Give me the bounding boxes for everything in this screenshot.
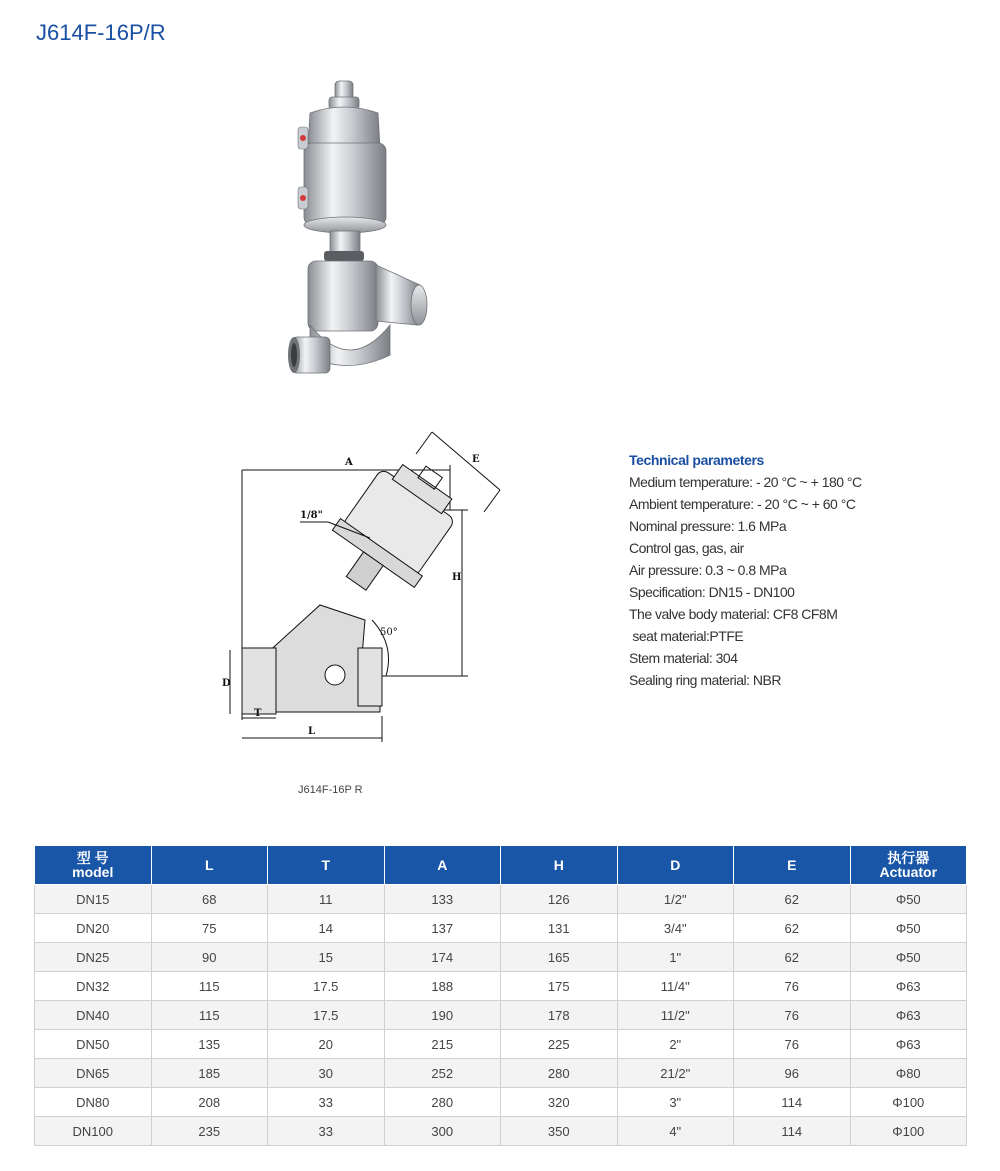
table-row — [35, 972, 967, 1001]
table-cell: 114 — [734, 1117, 851, 1146]
table-cell: 2" — [617, 1030, 734, 1059]
table-cell: 76 — [734, 1030, 851, 1059]
dim-label-t: T — [254, 708, 262, 719]
table-cell: 62 — [734, 943, 851, 972]
table-cell: 21/2" — [617, 1059, 734, 1088]
header-l: L — [151, 846, 268, 885]
dimension-table — [34, 845, 967, 1146]
header-a: A — [384, 846, 501, 885]
table-cell: 174 — [384, 943, 501, 972]
table-cell: Φ63 — [850, 972, 967, 1001]
header-model: 型 号 model — [35, 846, 152, 885]
table-cell: 280 — [384, 1088, 501, 1117]
table-cell: 62 — [734, 885, 851, 914]
table-cell: 11/2" — [617, 1001, 734, 1030]
table-cell: 175 — [501, 972, 618, 1001]
spec-line: The valve body material: CF8 CF8M — [629, 606, 838, 622]
table-cell: 30 — [268, 1059, 385, 1088]
spec-line: Specification: DN15 - DN100 — [629, 584, 795, 600]
table-cell: 188 — [384, 972, 501, 1001]
header-h: H — [501, 846, 618, 885]
spec-line: Sealing ring material: NBR — [629, 672, 781, 688]
table-cell: Φ100 — [850, 1117, 967, 1146]
table-row — [35, 885, 967, 914]
table-cell: 225 — [501, 1030, 618, 1059]
table-cell: DN32 — [35, 972, 152, 1001]
header-actuator: 执行器 Actuator — [850, 846, 967, 885]
table-cell: 115 — [151, 972, 268, 1001]
table-cell: 3/4" — [617, 914, 734, 943]
table-cell: 20 — [268, 1030, 385, 1059]
spec-line: seat material:PTFE — [629, 628, 744, 644]
table-cell: DN15 — [35, 885, 152, 914]
dim-label-d: D — [222, 678, 231, 689]
table-cell: 62 — [734, 914, 851, 943]
table-cell: 33 — [268, 1088, 385, 1117]
table-row — [35, 1030, 967, 1059]
table-header-row — [35, 846, 967, 885]
angle-label: 50° — [380, 627, 398, 638]
valve-dimension-drawing — [210, 420, 520, 760]
table-cell: 131 — [501, 914, 618, 943]
table-row — [35, 1088, 967, 1117]
table-body — [35, 885, 967, 1146]
table-cell: Φ50 — [850, 943, 967, 972]
table-cell: 68 — [151, 885, 268, 914]
table-cell: 114 — [734, 1088, 851, 1117]
table-cell: DN50 — [35, 1030, 152, 1059]
table-cell: 17.5 — [268, 1001, 385, 1030]
table-cell: 17.5 — [268, 972, 385, 1001]
technical-parameters-title: Technical parameters — [629, 452, 764, 468]
table-cell: 3" — [617, 1088, 734, 1117]
dim-label-h: H — [452, 572, 462, 583]
table-cell: DN40 — [35, 1001, 152, 1030]
page-title: J614F-16P/R — [36, 20, 166, 45]
table-cell: 76 — [734, 972, 851, 1001]
table-cell: 1" — [617, 943, 734, 972]
table-cell: Φ50 — [850, 885, 967, 914]
table-cell: DN100 — [35, 1117, 152, 1146]
table-cell: Φ63 — [850, 1030, 967, 1059]
table-cell: 320 — [501, 1088, 618, 1117]
table-cell: 33 — [268, 1117, 385, 1146]
table-cell: 115 — [151, 1001, 268, 1030]
table-row — [35, 1001, 967, 1030]
table-cell: 178 — [501, 1001, 618, 1030]
table-cell: 137 — [384, 914, 501, 943]
table-cell: DN80 — [35, 1088, 152, 1117]
table-cell: 76 — [734, 1001, 851, 1030]
drawing-caption: J614F-16P R — [298, 784, 363, 796]
table-cell: 235 — [151, 1117, 268, 1146]
table-cell: 15 — [268, 943, 385, 972]
table-cell: 11/4" — [617, 972, 734, 1001]
table-cell: 96 — [734, 1059, 851, 1088]
table-cell: 190 — [384, 1001, 501, 1030]
dim-label-a: A — [345, 457, 353, 468]
table-row — [35, 1117, 967, 1146]
table-cell: 75 — [151, 914, 268, 943]
table-cell: 280 — [501, 1059, 618, 1088]
table-row — [35, 1059, 967, 1088]
technical-parameters — [629, 452, 969, 691]
header-t: T — [268, 846, 385, 885]
table-cell: 135 — [151, 1030, 268, 1059]
spec-line: Ambient temperature: - 20 °C ~ + 60 °C — [629, 496, 856, 512]
dim-label-l: L — [308, 726, 316, 737]
valve-photo — [280, 75, 440, 395]
table-cell: 90 — [151, 943, 268, 972]
table-cell: DN25 — [35, 943, 152, 972]
table-cell: Φ63 — [850, 1001, 967, 1030]
table-cell: 208 — [151, 1088, 268, 1117]
table-cell: 252 — [384, 1059, 501, 1088]
table-row — [35, 914, 967, 943]
table-row — [35, 943, 967, 972]
dim-label-e: E — [472, 454, 480, 465]
table-cell: 133 — [384, 885, 501, 914]
table-cell: 14 — [268, 914, 385, 943]
table-cell: 215 — [384, 1030, 501, 1059]
table-cell: Φ80 — [850, 1059, 967, 1088]
table-cell: Φ100 — [850, 1088, 967, 1117]
header-d: D — [617, 846, 734, 885]
spec-line: Stem material: 304 — [629, 650, 738, 666]
table-cell: DN65 — [35, 1059, 152, 1088]
table-cell: 300 — [384, 1117, 501, 1146]
table-cell: 4" — [617, 1117, 734, 1146]
table-cell: 126 — [501, 885, 618, 914]
spec-line: Nominal pressure: 1.6 MPa — [629, 518, 787, 534]
header-e: E — [734, 846, 851, 885]
spec-line: Air pressure: 0.3 ~ 0.8 MPa — [629, 562, 787, 578]
port-label: 1/8" — [300, 510, 323, 521]
table-cell: DN20 — [35, 914, 152, 943]
table-cell: 165 — [501, 943, 618, 972]
spec-line: Control gas, gas, air — [629, 540, 744, 556]
table-cell: 11 — [268, 885, 385, 914]
spec-line: Medium temperature: - 20 °C ~ + 180 °C — [629, 474, 862, 490]
table-cell: 185 — [151, 1059, 268, 1088]
table-cell: 350 — [501, 1117, 618, 1146]
table-cell: Φ50 — [850, 914, 967, 943]
table-cell: 1/2" — [617, 885, 734, 914]
